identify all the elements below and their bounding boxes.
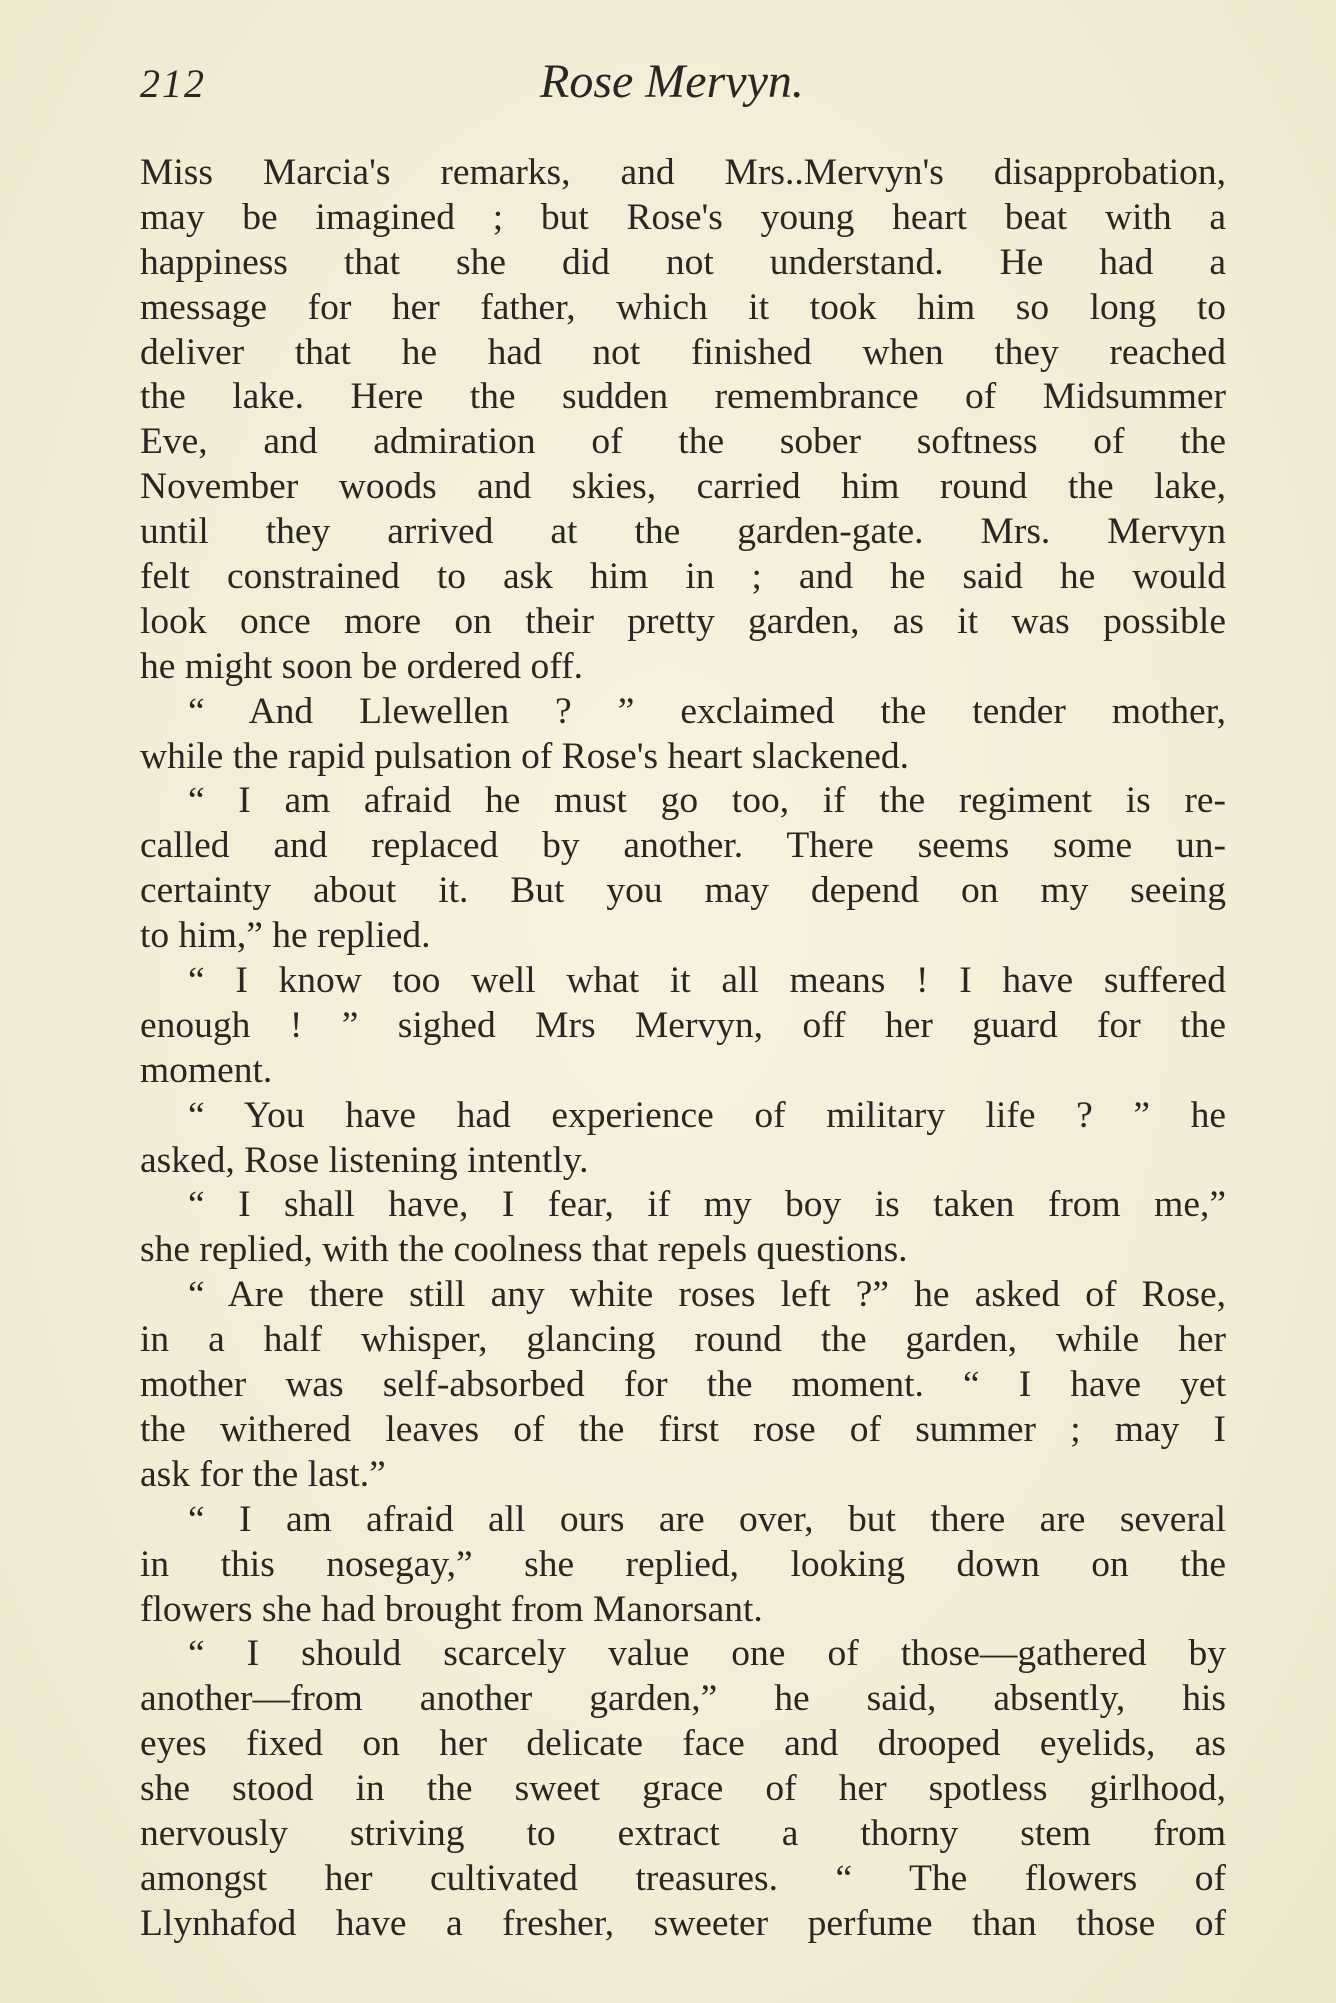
text-line: “ Are there still any white roses left ?” he asked of Rose,	[188, 1274, 1226, 1316]
text-line: the withered leaves of the first rose of summer ; may I	[140, 1408, 1226, 1450]
text-line: message for her father, which it took him so long to	[140, 286, 1226, 328]
text-line: she stood in the sweet grace of her spotless girlhood,	[140, 1768, 1226, 1810]
text-line: asked, Rose listening intently.	[140, 1139, 589, 1181]
page-number: 212	[140, 61, 206, 106]
text-line: to him,” he replied.	[140, 915, 431, 957]
text-line: “ I should scarcely value one of those—gathered by	[188, 1633, 1226, 1675]
text-line: he might soon be ordered off.	[140, 645, 583, 687]
text-line: “ I am afraid all ours are over, but there are several	[188, 1498, 1226, 1540]
text-line: moment.	[140, 1049, 273, 1091]
text-line: mother was self-absorbed for the moment. “ I have yet	[140, 1364, 1226, 1406]
text-line: in this nosegay,” she replied, looking down on the	[140, 1543, 1226, 1585]
text-line: while the rapid pulsation of Rose's heart slackened.	[140, 735, 910, 777]
text-line: “ And Llewellen ? ” exclaimed the tender mother,	[188, 690, 1226, 732]
text-line: called and replaced by another. There seems some un-	[140, 825, 1226, 867]
text-line: “ I shall have, I fear, if my boy is taken from me,”	[188, 1184, 1226, 1226]
body-text	[140, 151, 1226, 1947]
text-line: “ You have had experience of military life ? ” he	[188, 1094, 1226, 1136]
text-line: “ I know too well what it all means ! I have suffered	[188, 960, 1226, 1002]
text-line: amongst her cultivated treasures. “ The flowers of	[140, 1857, 1226, 1899]
text-line: Eve, and admiration of the sober softness of the	[140, 421, 1226, 463]
text-line: Miss Marcia's remarks, and Mrs..Mervyn's disapprobation,	[140, 152, 1226, 193]
running-title: Rose Mervyn.	[540, 55, 804, 108]
text-line: happiness that she did not understand. He had a	[140, 241, 1226, 283]
text-line: flowers she had brought from Manorsant.	[140, 1588, 763, 1630]
text-line: eyes fixed on her delicate face and drooped eyelids, as	[140, 1723, 1226, 1765]
text-line: deliver that he had not finished when they reached	[140, 331, 1226, 373]
text-line: she replied, with the coolness that repels questions.	[140, 1229, 908, 1271]
text-line: Llynhafod have a fresher, sweeter perfume than those of	[140, 1902, 1226, 1944]
text-line: in a half whisper, glancing round the garden, while her	[140, 1319, 1226, 1361]
text-line: certainty about it. But you may depend on my seeing	[140, 870, 1226, 912]
page-header	[140, 54, 1226, 114]
text-line: the lake. Here the sudden remembrance of Midsummer	[140, 376, 1226, 418]
text-line: “ I am afraid he must go too, if the regiment is re-	[188, 780, 1226, 822]
text-line: enough ! ” sighed Mrs Mervyn, off her guard for the	[140, 1004, 1226, 1046]
text-line: nervously striving to extract a thorny stem from	[140, 1812, 1226, 1854]
text-line: look once more on their pretty garden, as it was possible	[140, 600, 1226, 642]
text-line: may be imagined ; but Rose's young heart beat with a	[140, 196, 1226, 238]
text-line: another—from another garden,” he said, absently, his	[140, 1678, 1226, 1720]
text-line: until they arrived at the garden-gate. Mrs. Mervyn	[140, 511, 1226, 553]
text-line: November woods and skies, carried him round the lake,	[140, 466, 1226, 508]
text-line: felt constrained to ask him in ; and he said he would	[140, 556, 1226, 598]
text-line: ask for the last.”	[140, 1453, 386, 1495]
